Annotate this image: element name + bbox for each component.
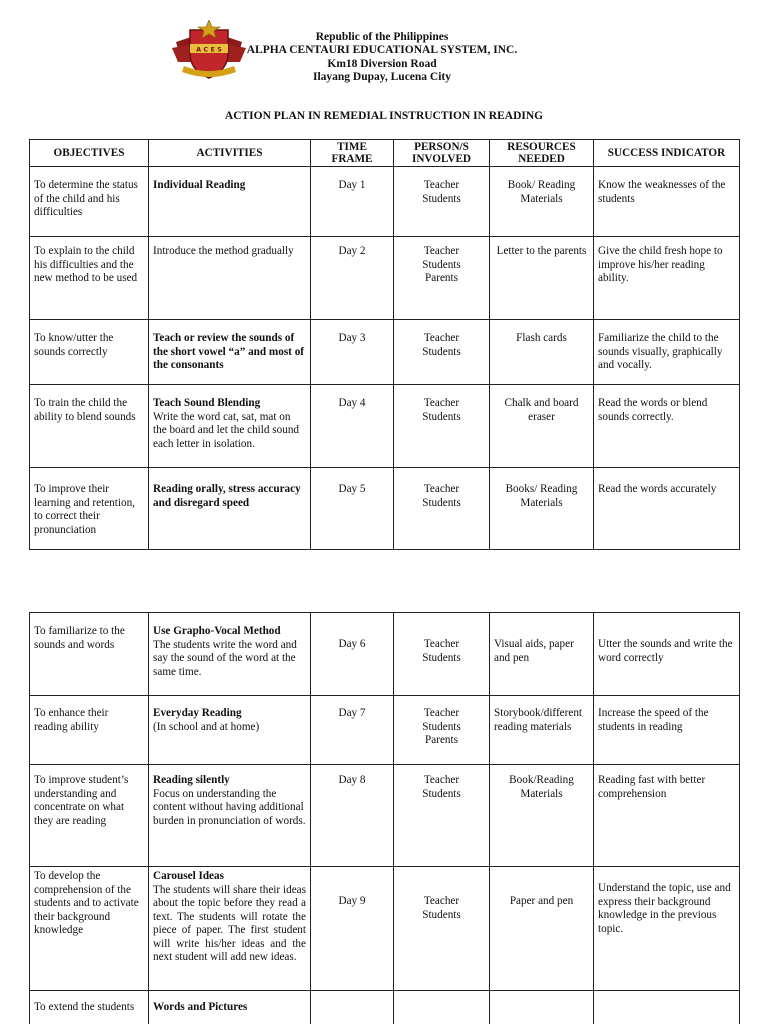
activity-title: Teach Sound Blending <box>153 397 261 409</box>
time-frame-cell: Day 6 <box>311 613 394 696</box>
resources-cell: Visual aids, paper and pen <box>490 613 594 696</box>
header-resources-needed <box>490 140 594 167</box>
success-indicator-cell: Know the weaknesses of the students <box>594 167 740 237</box>
objective-cell: To enhance their reading ability <box>30 696 149 765</box>
republic-line: Republic of the Philippines <box>315 31 449 43</box>
time-frame-cell: Day 9 <box>311 867 394 991</box>
activity-title: Words and Pictures <box>153 1001 248 1013</box>
resources-cell: Book/Reading Materials <box>490 765 594 867</box>
table-row <box>30 867 740 991</box>
time-frame-cell <box>311 991 394 1024</box>
activity-description: Write the word cat, sat, mat on the board and let the child sound each letter in isolation. <box>153 410 300 450</box>
activity-description: The students write the word and say the sound of the word at the same time. <box>153 638 297 678</box>
address-line-2: Ilayang Dupay, Lucena City <box>312 70 452 83</box>
header-time-frame <box>311 140 394 167</box>
header-persons-involved: PERSON/S INVOLVED <box>394 140 490 167</box>
activity-cell <box>149 320 311 385</box>
address-line-1: Km18 Diversion Road <box>327 57 437 70</box>
activity-cell <box>149 468 311 550</box>
document-title: ACTION PLAN IN REMEDIAL INSTRUCTION IN READING <box>224 110 544 122</box>
success-indicator-cell: Familiarize the child to the sounds visually, graphically and vocally. <box>594 320 740 385</box>
persons-cell: Teacher Students <box>394 385 490 468</box>
header-objectives: OBJECTIVES <box>30 140 149 167</box>
activity-cell <box>149 613 311 696</box>
resources-cell: Paper and pen <box>490 867 594 991</box>
persons-cell: Teacher Students Parents <box>394 696 490 765</box>
objective-cell: To improve their learning and retention, to correct their pronunciation <box>30 468 149 550</box>
header-time-frame-text: TIME FRAME <box>331 141 373 165</box>
table-row <box>30 468 740 550</box>
table-row <box>30 385 740 468</box>
table-row <box>30 320 740 385</box>
time-frame-cell: Day 4 <box>311 385 394 468</box>
persons-cell: Teacher Students <box>394 765 490 867</box>
activity-title: Reading silently <box>153 774 230 786</box>
persons-cell: Teacher Students <box>394 167 490 237</box>
action-plan-table <box>29 139 740 550</box>
activity-cell <box>149 765 311 867</box>
persons-cell: Teacher Students Parents <box>394 237 490 320</box>
success-indicator-cell: Read the words or blend sounds correctly. <box>594 385 740 468</box>
resources-cell: Storybook/different reading materials <box>490 696 594 765</box>
persons-cell: Teacher Students <box>394 867 490 991</box>
objective-cell: To explain to the child his difficulties and the new method to be used <box>30 237 149 320</box>
success-indicator-cell: Understand the topic, use and express their background knowledge in the previous topic. <box>594 867 740 991</box>
activity-description: Focus on understanding the content without having additional burden in pronunciation of words. <box>153 787 306 827</box>
success-indicator-cell: Give the child fresh hope to improve his/her reading ability. <box>594 237 740 320</box>
activity-cell <box>149 237 311 320</box>
objective-cell: To know/utter the sounds correctly <box>30 320 149 385</box>
header-activities: ACTIVITIES <box>149 140 311 167</box>
time-frame-cell: Day 5 <box>311 468 394 550</box>
header-success-indicator: SUCCESS INDICATOR <box>594 140 740 167</box>
time-frame-cell: Day 8 <box>311 765 394 867</box>
table-row <box>30 696 740 765</box>
activity-description: The students will share their ideas about the topic before they read a text. The students will rotate the piece of paper. The first student will write his/her ideas and the next student will add new ideas. <box>153 883 306 963</box>
objective-cell: To familiarize to the sounds and words <box>30 613 149 696</box>
institution-name: ALPHA CENTAURI EDUCATIONAL SYSTEM, INC. <box>246 44 518 57</box>
letterhead-text <box>232 31 532 84</box>
activity-cell <box>149 385 311 468</box>
action-plan-table-continued <box>29 612 740 1024</box>
success-indicator-cell: Read the words accurately <box>594 468 740 550</box>
resources-cell: Book/ Reading Materials <box>490 167 594 237</box>
time-frame-cell: Day 7 <box>311 696 394 765</box>
table-row <box>30 167 740 237</box>
table-row <box>30 237 740 320</box>
success-indicator-cell: Increase the speed of the students in reading <box>594 696 740 765</box>
objective-cell: To determine the status of the child and his difficulties <box>30 167 149 237</box>
table-row <box>30 613 740 696</box>
table-row <box>30 991 740 1024</box>
activity-title: Reading orally, stress accuracy and disregard speed <box>153 483 301 509</box>
activity-title: Teach or review the sounds of the short vowel “a” and most of the consonants <box>153 332 305 371</box>
table-header-row <box>30 140 740 167</box>
persons-cell: Teacher Students <box>394 320 490 385</box>
table-row <box>30 765 740 867</box>
resources-cell: Books/ Reading Materials <box>490 468 594 550</box>
time-frame-cell: Day 3 <box>311 320 394 385</box>
activity-description: Introduce the method gradually <box>153 245 294 257</box>
objective-cell: To develop the comprehension of the students and to activate their background knowledge <box>30 867 149 991</box>
success-indicator-cell: Utter the sounds and write the word correctly <box>594 613 740 696</box>
activity-title: Use Grapho-Vocal Method <box>153 625 281 637</box>
activity-title: Carousel Ideas <box>153 870 224 882</box>
activity-cell <box>149 167 311 237</box>
activity-cell <box>149 696 311 765</box>
logo-text: A C E S <box>196 45 222 54</box>
persons-cell: Teacher Students <box>394 468 490 550</box>
resources-cell: Letter to the parents <box>490 237 594 320</box>
header-resources-text: RESOURCES NEEDED <box>507 141 576 165</box>
resources-cell: Flash cards <box>490 320 594 385</box>
activity-title: Individual Reading <box>153 179 246 191</box>
activity-cell <box>149 867 311 991</box>
activity-title: Everyday Reading <box>153 707 242 719</box>
time-frame-cell: Day 2 <box>311 237 394 320</box>
objective-cell: To improve student’s understanding and concentrate on what they are reading <box>30 765 149 867</box>
persons-cell <box>394 991 490 1024</box>
resources-cell: Chalk and board eraser <box>490 385 594 468</box>
objective-cell: To train the child the ability to blend sounds <box>30 385 149 468</box>
activity-cell <box>149 991 311 1024</box>
persons-cell: Teacher Students <box>394 613 490 696</box>
time-frame-cell: Day 1 <box>311 167 394 237</box>
resources-cell <box>490 991 594 1024</box>
success-indicator-cell: Reading fast with better comprehension <box>594 765 740 867</box>
success-indicator-cell <box>594 991 740 1024</box>
objective-cell: To extend the students <box>30 991 149 1024</box>
activity-description: (In school and at home) <box>153 720 260 733</box>
letterhead <box>0 24 768 94</box>
